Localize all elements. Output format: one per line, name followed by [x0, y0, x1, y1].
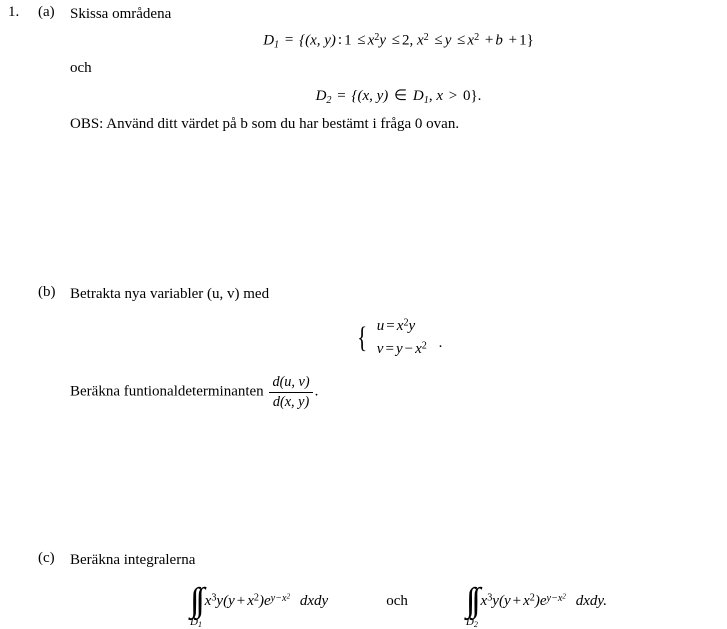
- integral-1-domain: D1: [190, 616, 202, 629]
- part-a-note: OBS: Använd ditt värdet på b som du har bestämt i fråga 0 ovan.: [70, 115, 460, 132]
- integral-2-domain: D2: [465, 616, 478, 629]
- part-a-intro: Skissa områdena: [70, 6, 172, 22]
- part-a-connector: och: [70, 60, 92, 77]
- part-c-label: (c): [38, 550, 55, 567]
- jacobian-numerator: d(u, v): [269, 374, 312, 392]
- integrals-connector: och: [386, 592, 408, 609]
- part-b-request-prefix: Beräkna funtionaldeterminanten: [70, 383, 264, 400]
- part-a-label: (a): [38, 4, 55, 20]
- part-c-body: [70, 550, 727, 629]
- part-b-request: [70, 374, 727, 410]
- jacobian-denominator: d(x, y): [272, 393, 310, 410]
- problem-part-c: [38, 550, 727, 629]
- part-a-body: [70, 4, 727, 136]
- part-b-label: (b): [38, 283, 56, 300]
- equation-system-uv: { $u = x^2y$ $v = y - x^2$ .: [356, 317, 443, 357]
- part-c-intro: Beräkna integralerna: [70, 552, 196, 569]
- problem-number: 1.: [8, 4, 20, 20]
- equation-d2: $D_2 = \{(x$, y) ∈ $D_1$, x > 0}.: [315, 87, 482, 106]
- integrals-row: [70, 581, 727, 629]
- problem-part-b: [38, 284, 727, 411]
- jacobian-fraction: [269, 374, 312, 410]
- problem-part-a: [38, 4, 727, 136]
- part-b-request-suffix: .: [314, 383, 319, 400]
- double-integral-1: [190, 581, 202, 629]
- part-b-body: [70, 284, 727, 411]
- integral-sign-1: ∫∫: [190, 581, 201, 619]
- left-brace: {: [356, 320, 367, 354]
- integrand-1: $x^3y(y + x^2)e^{y-x^2}$ dxdy: [204, 592, 329, 610]
- equation-d1: $D_1 = \{(x$, y) : $1 \le x^2y \le 2$, $x^2 \le y \le x^2 + b + 1$}: [263, 31, 534, 51]
- integrand-2: $x^3y(y + x^2)e^{y-x^2}$ dxdy.: [480, 592, 607, 610]
- part-b-intro: Betrakta nya variabler (u, v) med: [70, 285, 270, 302]
- double-integral-2: [465, 581, 478, 629]
- integral-sign-2: ∫∫: [465, 581, 477, 619]
